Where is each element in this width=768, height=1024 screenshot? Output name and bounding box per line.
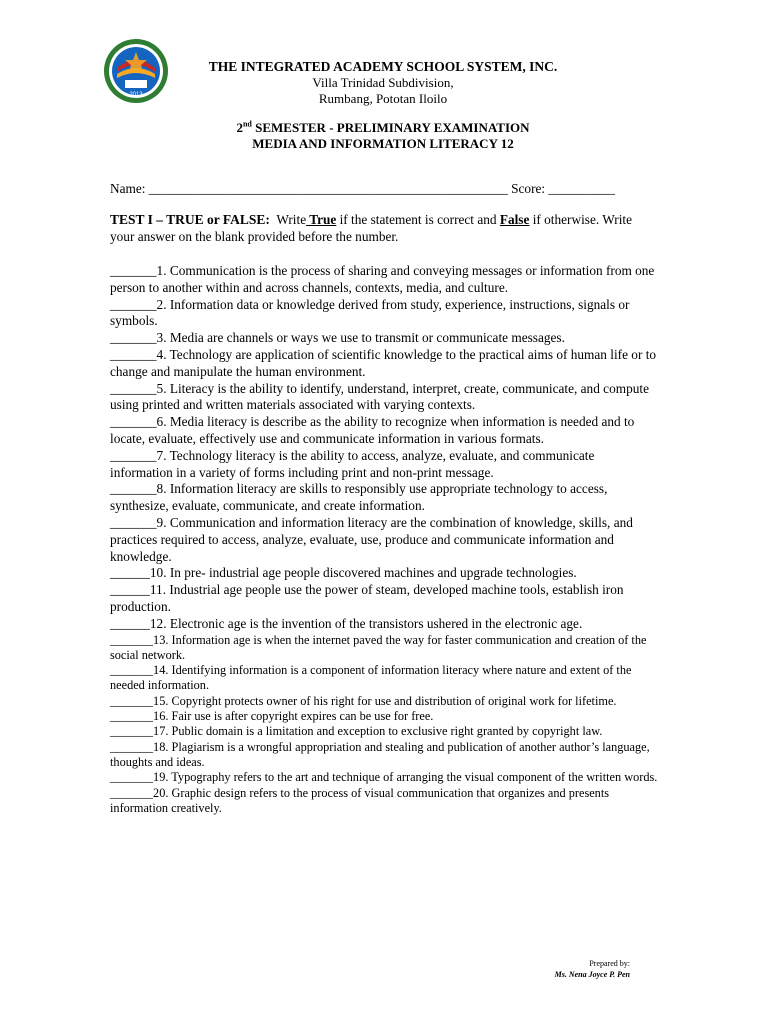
exam-title-line-2: MEDIA AND INFORMATION LITERACY 12 [252,136,514,151]
exam-title-text: SEMESTER - PRELIMINARY EXAMINATION [251,120,530,135]
exam-title [100,120,666,152]
question-item: _______17. Public domain is a limitation and exception to exclusive right granted by copyright law. [110,724,603,739]
semester-number: 2 [236,120,243,135]
score-blank[interactable]: __________ [548,181,615,196]
question-item: _______15. Copyright protects owner of his right for use and distribution of original work for lifetime. [110,693,617,708]
name-blank[interactable]: ______________________________________________________ [148,181,508,196]
question-item: ______11. Industrial age people use the power of steam, developed machine tools, establish iron production. [110,582,624,614]
question-list [110,263,660,816]
question-item: _______14. Identifying information is a component of information literacy where nature and extent of the needed information. [110,663,632,693]
false-keyword: False [499,212,530,227]
logo-year: 2013 [129,92,143,98]
score-label: Score: [507,181,549,196]
question-item: _______8. Information literacy are skills to responsibly use appropriate technology to access, synthesize, evaluate, communicate, and create information. [110,481,608,514]
address-line-2: Rumbang, Pototan Iloilo [318,90,448,106]
instruction-text-2: if the statement is correct and [336,212,500,227]
school-header [150,58,616,106]
question-item: _______18. Plagiarism is a wrongful appropriation and stealing and publication of another author’s language, thoughts and ideas. [110,739,650,769]
question-item: ______10. In pre- industrial age people discovered machines and upgrade technologies. [110,565,577,581]
question-item: _______16. Fair use is after copyright expires can be use for free. [110,709,434,724]
test-heading: TEST I – TRUE or FALSE: [110,212,270,227]
name-label: Name: [110,181,149,196]
semester-suffix: nd [242,119,252,129]
instruction-text-3: if otherwise. Write your answer on the blank provided before the number. [110,212,632,244]
true-keyword: True [306,212,337,227]
question-item: _______3. Media are channels or ways we use to transmit or communicate messages. [110,330,565,346]
question-item: _______2. Information data or knowledge derived from study, experience, instructions, signals or symbols. [110,296,630,329]
question-item: _______13. Information age is when the internet paved the way for faster communication and creation of the social network. [110,632,647,662]
question-item: _______20. Graphic design refers to the process of visual communication that organizes and presents information creatively. [110,785,610,815]
prepared-label: Prepared by: [589,959,630,968]
teacher-name: Ms. Nena Joyce P. Pen [554,970,630,979]
name-score-line [110,181,615,197]
question-item: _______1. Communication is the process of sharing and conveying messages or information from one person to another within and across channels, contexts, media, and culture. [110,263,655,295]
test-instructions [110,212,658,245]
instruction-text-1: Write [276,212,307,227]
question-item: ______12. Electronic age is the invention of the transistors ushered in the electronic age. [110,615,583,631]
school-name: THE INTEGRATED ACADEMY SCHOOL SYSTEM, INC. [208,59,558,74]
exam-title-line-1 [100,120,666,136]
question-item: _______19. Typography refers to the art and technique of arranging the visual component of the written words. [110,770,658,785]
question-item: _______5. Literacy is the ability to identify, understand, interpret, create, communicate, and compute using printed and written materials associated with varying contexts. [110,380,649,413]
prepared-by [555,958,630,980]
address-line-1: Villa Trinidad Subdivision, [312,75,454,90]
question-item: _______9. Communication and information literacy are the combination of knowledge, skills, and practices required to access, analyze, evaluate, use, produce and communicate information and knowledge. [110,514,633,564]
question-item: _______7. Technology literacy is the ability to access, analyze, evaluate, and communicate information in a variety of forms including print and non-print message. [110,447,595,480]
question-item: _______4. Technology are application of scientific knowledge to the practical aims of human life or to change and manipulate the human environment. [110,346,657,379]
question-item: _______6. Media literacy is describe as the ability to recognize when information is needed and to locate, evaluate, effectively use and communicate information in various formats. [110,414,635,446]
